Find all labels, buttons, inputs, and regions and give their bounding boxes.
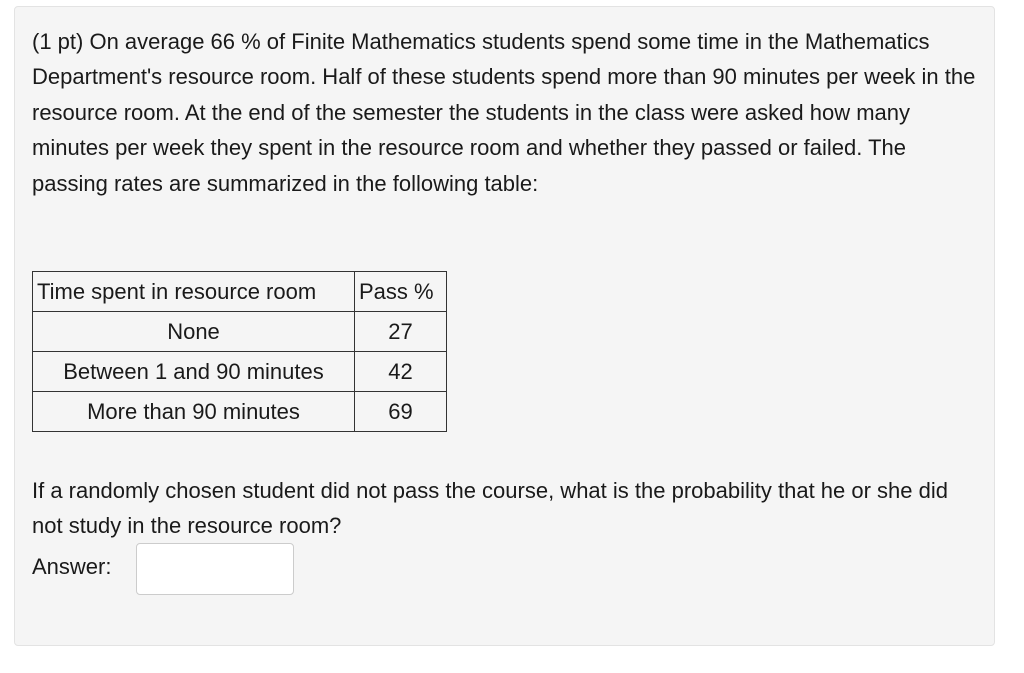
- column-header-time: Time spent in resource room: [33, 272, 355, 312]
- column-header-pass: Pass %: [355, 272, 447, 312]
- table-cell-pass: 69: [355, 392, 447, 432]
- problem-panel: [14, 6, 995, 646]
- table-cell-pass: 27: [355, 312, 447, 352]
- table-row: [33, 312, 447, 352]
- table-row: [33, 352, 447, 392]
- question-statement: If a randomly chosen student did not pass the course, what is the probability that he or she did not study in the resource room?: [32, 478, 948, 539]
- answer-input[interactable]: [136, 543, 294, 595]
- table-cell-time: None: [33, 312, 355, 352]
- problem-statement: (1 pt) On average 66 % of Finite Mathematics students spend some time in the Mathematics Department's resource room. Half of these students spend more than 90 minutes per week in the resource room. At the end of the semester the students in the class were asked how many minutes per week they spent in the resource room and whether they passed or failed. The passing rates are summarized in the following table:: [32, 29, 976, 196]
- table-cell-time: Between 1 and 90 minutes: [33, 352, 355, 392]
- table-cell-pass: 42: [355, 352, 447, 392]
- pass-rate-table: [32, 271, 447, 432]
- table-row: [33, 392, 447, 432]
- table-cell-time: More than 90 minutes: [33, 392, 355, 432]
- table-header-row: [33, 272, 447, 312]
- answer-label: Answer:: [32, 554, 112, 579]
